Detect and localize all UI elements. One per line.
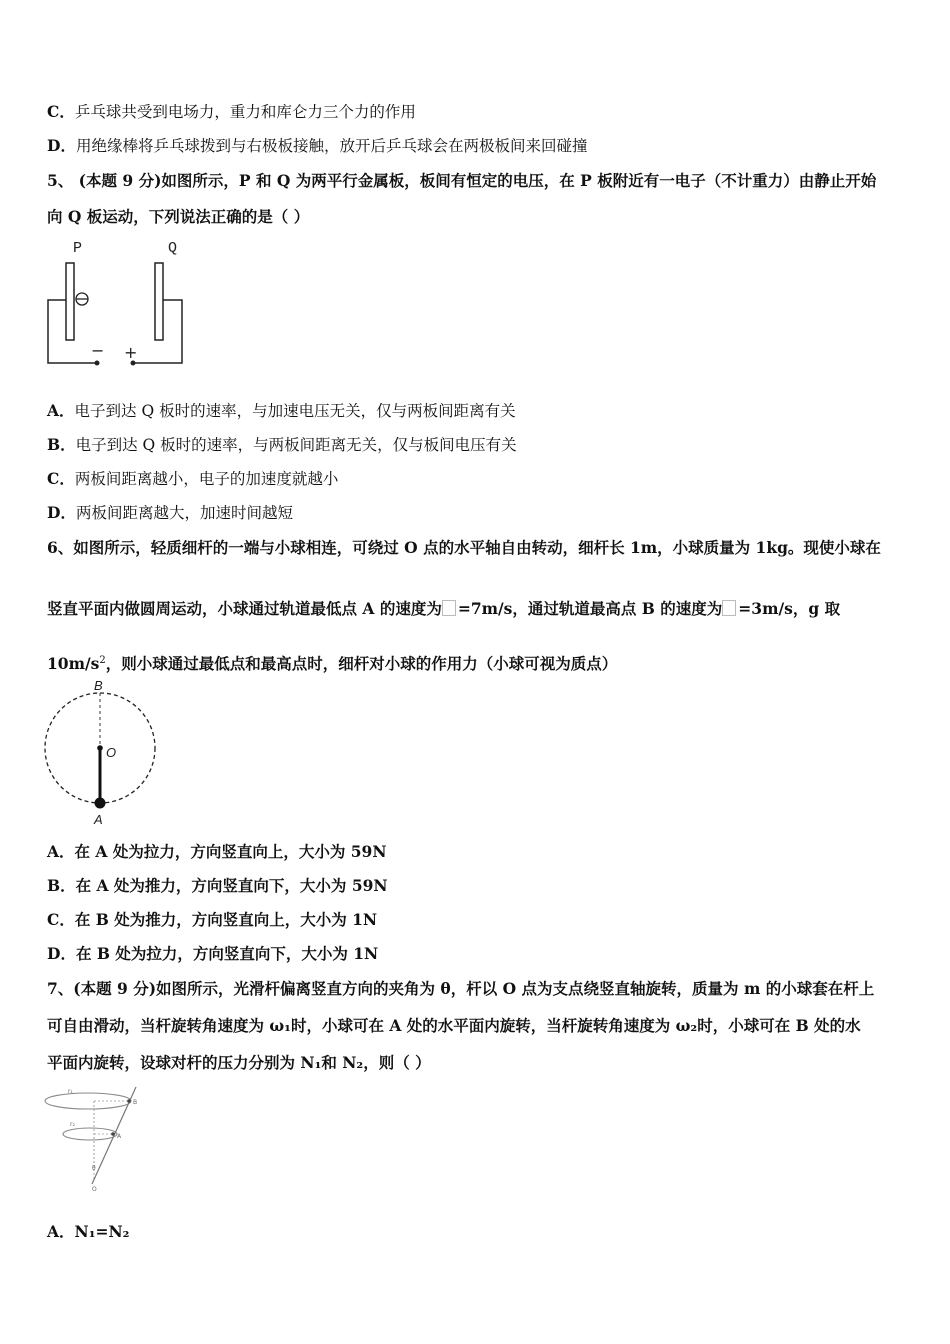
label-r2: r₂ — [70, 1121, 75, 1128]
q5-option-c: C．两板间距离越小，电子的加速度就越小 — [47, 469, 339, 488]
pivot-o — [97, 745, 103, 751]
label-theta: θ — [92, 1165, 96, 1172]
question-6-line-3: $10m/s^2$，则小球通过最低点和最高点时，细杆对小球的作用力（小球可视为质点） — [47, 654, 618, 674]
label-p: P — [73, 240, 83, 257]
ball-a — [111, 1132, 115, 1136]
option-d-prev — [47, 135, 587, 157]
q7-option-a: A．N₁=N₂ — [47, 1222, 130, 1241]
q5-option-b: B．电子到达 Q 板时的速率，与两板间距离无关，仅与板间电压有关 — [47, 435, 517, 454]
q5-option-a: A．电子到达 Q 板时的速率，与加速电压无关，仅与两板间距离有关 — [47, 401, 516, 420]
option-text: 用绝缘棒将乒乓球拨到与右极板接触，放开后乒乓球会在两极板间来回碰撞 — [75, 137, 588, 155]
label-a: A — [94, 812, 103, 827]
option-letter: D． — [47, 136, 76, 155]
minus-sign: − — [91, 341, 105, 360]
label-o: O — [106, 745, 117, 760]
q6-option-b: B．在 A 处为推力，方向竖直向下，大小为 59N — [47, 876, 388, 895]
label-o: O — [92, 1186, 97, 1193]
q6-option-d: D．在 B 处为拉力，方向竖直向下，大小为 1N — [47, 944, 379, 963]
plate-p — [66, 263, 74, 340]
question-6-line-2: 竖直平面内做圆周运动，小球通过轨道最低点 A 的速度为 =7m/s，通过轨道最高点 B 的速度为 =3m/s，g 取 — [47, 599, 841, 618]
q6-option-c: C．在 B 处为推力，方向竖直向上，大小为 1N — [47, 910, 378, 929]
symbol-placeholder-icon — [722, 600, 736, 616]
orbit-a — [63, 1128, 117, 1140]
ball-b — [127, 1099, 131, 1103]
parallel-plates-figure — [40, 236, 200, 372]
plate-q — [155, 263, 163, 340]
question-7-line-3: 平面内旋转，设球对杆的压力分别为 N₁和 N₂，则（ ） — [47, 1053, 431, 1072]
question-5-line-1: 5、 (本题 9 分)如图所示，P 和 Q 为两平行金属板，板间有恒定的电压，在 P 板附近有一电子（不计重力）由静止开始 — [47, 171, 877, 190]
label-a: A — [117, 1133, 122, 1140]
question-7-line-2: 可自由滑动，当杆旋转角速度为 ω₁时，小球可在 A 处的水平面内旋转，当杆旋转角速度为 ω₂时，小球可在 B 处的水 — [47, 1016, 861, 1035]
option-letter: C． — [47, 102, 75, 121]
question-6-line-1: 6、如图所示，轻质细杆的一端与小球相连，可绕过 O 点的水平轴自由转动，细杆长 1m，小球质量为 1kg。现使小球在 — [47, 538, 881, 557]
rotating-rod-figure — [40, 1084, 150, 1194]
circular-motion-figure — [38, 676, 168, 828]
ball — [95, 798, 106, 809]
option-c-prev — [47, 101, 416, 123]
label-r1: r₁ — [68, 1088, 73, 1095]
label-b: B — [94, 678, 103, 693]
option-text: 乒乓球共受到电场力，重力和库仑力三个力的作用 — [74, 103, 416, 121]
terminal-negative — [95, 361, 100, 366]
q6-option-a: A．在 A 处为拉力，方向竖直向上，大小为 59N — [47, 842, 387, 861]
label-q: Q — [168, 240, 178, 257]
question-5-line-2: 向 Q 板运动，下列说法正确的是（ ） — [47, 207, 310, 226]
plus-sign: + — [124, 343, 138, 362]
label-b: B — [133, 1099, 138, 1106]
symbol-placeholder-icon — [442, 600, 456, 616]
question-7-line-1: 7、(本题 9 分)如图所示，光滑杆偏离竖直方向的夹角为 θ，杆以 O 点为支点绕竖直轴旋转，质量为 m 的小球套在杆上 — [47, 979, 875, 998]
q5-option-d: D．两板间距离越大，加速时间越短 — [47, 503, 293, 522]
